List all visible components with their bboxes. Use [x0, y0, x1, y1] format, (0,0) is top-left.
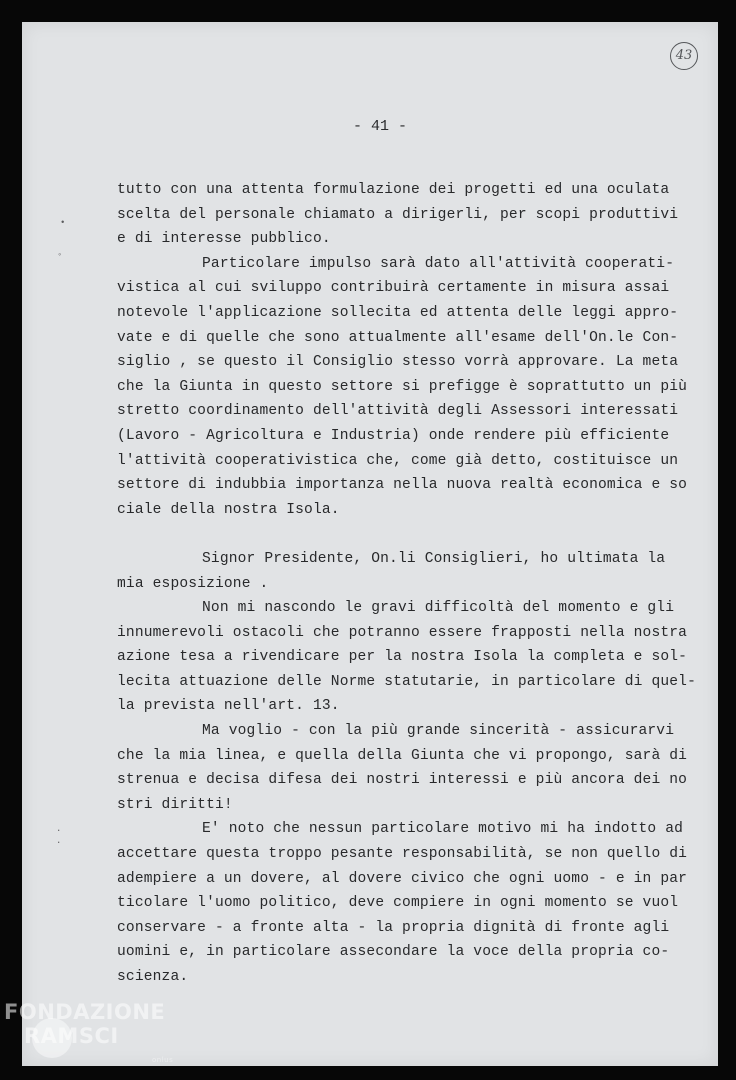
- text-line: E' noto che nessun particolare motivo mi ha indotto ad: [202, 821, 684, 838]
- handwritten-page-annotation: 43: [670, 42, 698, 70]
- text-line: innumerevoli ostacoli che potranno essere frapposti nella nostra: [117, 624, 688, 641]
- text-line: notevole l'applicazione sollecita ed attenta delle leggi appro-: [117, 304, 679, 321]
- text-line: stretto coordinamento dell'attività degli Assessori interessati: [117, 403, 679, 420]
- text-line: settore di indubbia importanza nella nuova realtà economica e so: [117, 477, 688, 494]
- text-line: tutto con una attenta formulazione dei progetti ed una oculata: [117, 182, 670, 198]
- text-line: siglio , se questo il Consiglio stesso vorrà approvare. La meta: [117, 354, 679, 371]
- text-line: strenua e decisa difesa dei nostri interessi e più ancora dei no: [117, 772, 688, 789]
- text-line: (Lavoro - Agricoltura e Industria) onde rendere più efficiente: [117, 427, 670, 444]
- margin-mark: •: [60, 218, 66, 228]
- text-line: conservare - a fronte alta - la propria dignità di fronte agli: [117, 919, 670, 936]
- text-line: la prevista nell'art. 13.: [117, 698, 340, 715]
- margin-mark: ◦: [57, 250, 63, 260]
- watermark-g-icon: [32, 1018, 72, 1058]
- text-line: stri diritti!: [117, 796, 233, 813]
- text-line: Ma voglio - con la più grande sincerità - assicurarvi: [202, 723, 675, 740]
- text-line: che la mia linea, e quella della Giunta che vi propongo, sarà di: [117, 747, 688, 764]
- document-body: [117, 178, 696, 990]
- text-line: l'attività cooperativistica che, come già detto, costituisce un: [117, 452, 679, 469]
- text-line: Particolare impulso sarà dato all'attività cooperati-: [202, 255, 675, 272]
- page-number: - 41 -: [352, 118, 407, 135]
- text-line: che la Giunta in questo settore si prefigge è soprattutto un più: [117, 378, 688, 395]
- margin-mark: ·: [56, 826, 62, 836]
- text-line: scelta del personale chiamato a dirigerli, per scopi produttivi: [117, 206, 679, 223]
- text-line: adempiere a un dovere, al dovere civico che ogni uomo - e in par: [117, 870, 688, 887]
- watermark-line-1: FONDAZIONE: [4, 1000, 166, 1024]
- watermark-line-2: RAMSCI: [24, 1024, 119, 1048]
- text-line: ticolare l'uomo politico, deve compiere in ogni momento se vuol: [117, 895, 679, 912]
- text-line: vate e di quelle che sono attualmente all'esame dell'On.le Con-: [117, 329, 679, 346]
- text-line: e di interesse pubblico.: [117, 231, 331, 248]
- archive-watermark: [4, 1000, 174, 1064]
- text-line: uomini e, in particolare assecondare la voce della propria co-: [117, 944, 670, 961]
- text-line: accettare questa troppo pesante responsabilità, se non quello di: [117, 846, 688, 863]
- text-line: vistica al cui sviluppo contribuirà certamente in misura assai: [117, 280, 670, 297]
- watermark-line-3: onlus: [152, 1056, 174, 1064]
- text-line: Non mi nascondo le gravi difficoltà del momento e gli: [202, 600, 675, 617]
- text-line: ciale della nostra Isola.: [117, 501, 340, 518]
- text-line: lecita attuazione delle Norme statutarie, in particolare di quel-: [117, 673, 696, 690]
- paragraph-gap: [117, 522, 657, 547]
- text-line: mia esposizione .: [117, 575, 269, 592]
- margin-mark: ·: [56, 838, 62, 848]
- text-line: Signor Presidente, On.li Consiglieri, ho ultimata la: [202, 550, 666, 567]
- text-line: azione tesa a rivendicare per la nostra Isola la completa e sol-: [117, 649, 688, 666]
- text-line: scienza.: [117, 969, 189, 985]
